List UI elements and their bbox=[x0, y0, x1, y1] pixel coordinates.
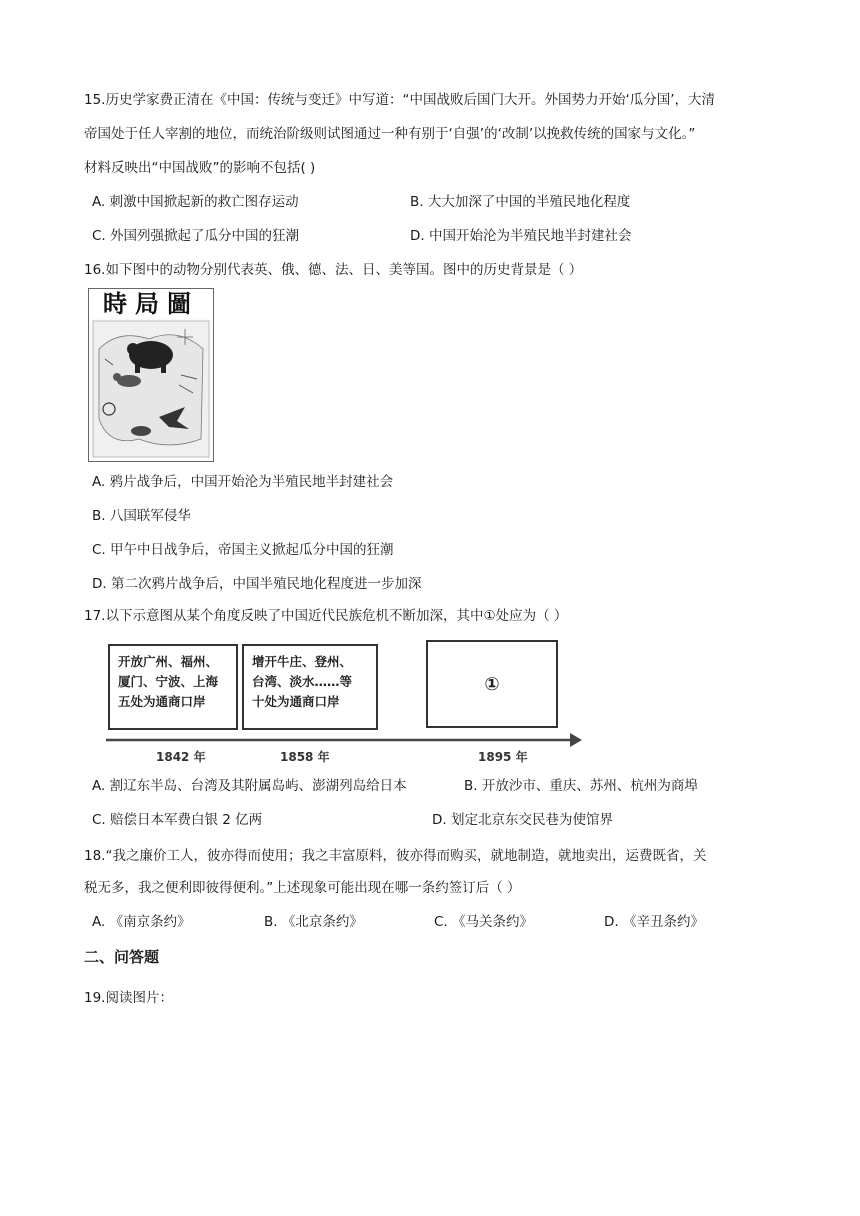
q18-option-a[interactable]: A. 《南京条约》 bbox=[92, 914, 191, 930]
cartoon-drawing bbox=[89, 289, 213, 461]
year-1858: 1858 年 bbox=[280, 750, 330, 764]
timeline-box-1858 bbox=[242, 644, 378, 730]
year-1895: 1895 年 bbox=[478, 750, 528, 764]
q18-option-b[interactable]: B. 《北京条约》 bbox=[264, 914, 363, 930]
q19-stem: 19.阅读图片： bbox=[84, 990, 173, 1006]
timeline-box-1895: ① bbox=[426, 640, 558, 728]
timeline-box-1842 bbox=[108, 644, 238, 730]
box1-line1: 开放广州、福州、 bbox=[118, 654, 219, 669]
q15-option-b[interactable]: B. 大大加深了中国的半殖民地化程度 bbox=[410, 194, 631, 210]
q17-stem: 17.以下示意图从某个角度反映了中国近代民族危机不断加深，其中①处应为（ ） bbox=[84, 608, 568, 624]
box2-line2: 台湾、淡水……等 bbox=[252, 674, 353, 689]
q15-option-c[interactable]: C. 外国列强掀起了瓜分中国的狂潮 bbox=[92, 228, 300, 244]
q15-stem-line2: 帝国处于任人宰割的地位，而统治阶级则试图通过一种有别于‘自强’的‘改制’以挽救传统的国家与文化。” bbox=[84, 126, 696, 142]
q17-option-d[interactable]: D. 划定北京东交民巷为使馆界 bbox=[432, 812, 613, 828]
q18-stem-line1: 18.“我之廉价工人，彼亦得而使用；我之丰富原料，彼亦得而购买，就地制造，就地卖出，运费既省，关 bbox=[84, 848, 707, 864]
q17-option-c[interactable]: C. 赔偿日本军费白银 2 亿两 bbox=[92, 812, 263, 828]
q16-option-d[interactable]: D. 第二次鸦片战争后，中国半殖民地化程度进一步加深 bbox=[92, 576, 422, 592]
q16-option-c[interactable]: C. 甲午中日战争后，帝国主义掀起瓜分中国的狂潮 bbox=[92, 542, 394, 558]
q17-option-a[interactable]: A. 割辽东半岛、台湾及其附属岛屿、澎湖列岛给日本 bbox=[92, 778, 407, 794]
box2-line1: 增开牛庄、登州、 bbox=[252, 654, 353, 669]
year-1842: 1842 年 bbox=[156, 750, 206, 764]
treaty-timeline-diagram bbox=[100, 636, 586, 766]
q18-option-d[interactable]: D. 《辛丑条约》 bbox=[604, 914, 704, 930]
q17-option-b[interactable]: B. 开放沙市、重庆、苏州、杭州为商埠 bbox=[464, 778, 698, 794]
cartoon-title: 時局圖 bbox=[89, 289, 213, 319]
section-heading: 二、问答题 bbox=[84, 948, 160, 966]
q15-stem-line1: 15.历史学家费正清在《中国：传统与变迁》中写道：“中国战败后国门大开。外国势力开始‘瓜分国’，大清 bbox=[84, 92, 716, 108]
q16-option-a[interactable]: A. 鸦片战争后，中国开始沦为半殖民地半封建社会 bbox=[92, 474, 394, 490]
q15-option-a[interactable]: A. 刺激中国掀起新的救亡图存运动 bbox=[92, 194, 299, 210]
box1-line2: 厦门、宁波、上海 bbox=[118, 674, 219, 689]
q15-stem-line3: 材料反映出“中国战败”的影响不包括( ) bbox=[84, 160, 316, 176]
q16-stem: 16.如下图中的动物分别代表英、俄、德、法、日、美等国。图中的历史背景是（ ） bbox=[84, 262, 583, 278]
q18-option-c[interactable]: C. 《马关条约》 bbox=[434, 914, 534, 930]
box2-line3: 十处为通商口岸 bbox=[252, 694, 340, 709]
q18-stem-line2: 税无多，我之便利即彼得便利。”上述现象可能出现在哪一条约签订后（ ） bbox=[84, 880, 521, 896]
q15-option-d[interactable]: D. 中国开始沦为半殖民地半封建社会 bbox=[410, 228, 632, 244]
box1-line3: 五处为通商口岸 bbox=[118, 694, 206, 709]
q16-option-b[interactable]: B. 八国联军侵华 bbox=[92, 508, 191, 524]
shiju-cartoon-image bbox=[88, 288, 214, 462]
